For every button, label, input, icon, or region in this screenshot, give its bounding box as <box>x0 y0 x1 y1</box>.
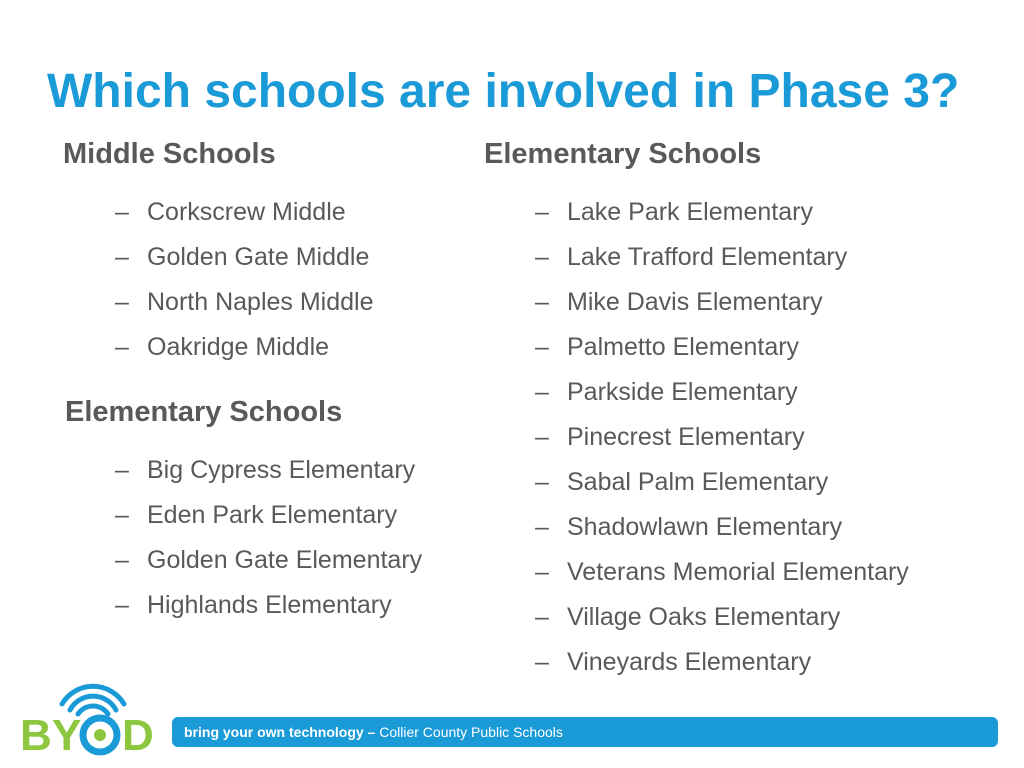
bullet-dash: – <box>115 501 129 529</box>
bullet-dash: – <box>535 198 549 226</box>
elementary-schools-list-left <box>115 448 422 628</box>
bullet-dash: – <box>535 648 549 676</box>
list-item: – Eden Park Elementary <box>115 493 422 538</box>
bullet-dash: – <box>115 333 129 361</box>
bullet-dash: – <box>535 513 549 541</box>
bullet-dash: – <box>115 591 129 619</box>
list-item: – Lake Park Elementary <box>535 190 909 235</box>
list-item: – Palmetto Elementary <box>535 325 909 370</box>
bullet-dash: – <box>535 288 549 316</box>
bullet-dash: – <box>115 456 129 484</box>
list-item: – Vineyards Elementary <box>535 640 909 685</box>
bullet-dash: – <box>535 423 549 451</box>
footer-org: Collier County Public Schools <box>375 724 563 740</box>
list-item: – Oakridge Middle <box>115 325 374 370</box>
middle-schools-list <box>115 190 374 370</box>
list-item: – Golden Gate Elementary <box>115 538 422 583</box>
elementary-schools-heading-right: Elementary Schools <box>484 138 762 170</box>
bullet-dash: – <box>535 333 549 361</box>
list-item: – Veterans Memorial Elementary <box>535 550 909 595</box>
logo-letter-d: D <box>122 711 154 756</box>
list-item: – Sabal Palm Elementary <box>535 460 909 505</box>
list-item: – Village Oaks Elementary <box>535 595 909 640</box>
byod-logo <box>18 674 168 756</box>
bullet-dash: – <box>115 546 129 574</box>
list-item: – Mike Davis Elementary <box>535 280 909 325</box>
list-item: – Parkside Elementary <box>535 370 909 415</box>
bullet-dash: – <box>535 603 549 631</box>
list-item: – North Naples Middle <box>115 280 374 325</box>
slide-title: Which schools are involved in Phase 3? <box>47 65 960 118</box>
footer-bar <box>172 717 998 747</box>
bullet-dash: – <box>535 468 549 496</box>
footer-tagline: bring your own technology – <box>184 724 376 740</box>
elementary-schools-heading-left: Elementary Schools <box>65 396 343 428</box>
list-item: – Corkscrew Middle <box>115 190 374 235</box>
bullet-dash: – <box>115 288 129 316</box>
logo-letter-y: Y <box>52 711 82 756</box>
bullet-dash: – <box>115 243 129 271</box>
middle-schools-heading: Middle Schools <box>63 138 276 170</box>
list-item: – Lake Trafford Elementary <box>535 235 909 280</box>
list-item: – Pinecrest Elementary <box>535 415 909 460</box>
bullet-dash: – <box>535 558 549 586</box>
wifi-icon <box>62 686 124 714</box>
list-item: – Golden Gate Middle <box>115 235 374 280</box>
logo-o-ring <box>83 718 117 752</box>
elementary-schools-list-right <box>535 190 909 685</box>
bullet-dash: – <box>535 378 549 406</box>
bullet-dash: – <box>115 198 129 226</box>
logo-letter-b: B <box>20 711 52 756</box>
list-item: – Highlands Elementary <box>115 583 422 628</box>
bullet-dash: – <box>535 243 549 271</box>
list-item: – Big Cypress Elementary <box>115 448 422 493</box>
list-item: – Shadowlawn Elementary <box>535 505 909 550</box>
